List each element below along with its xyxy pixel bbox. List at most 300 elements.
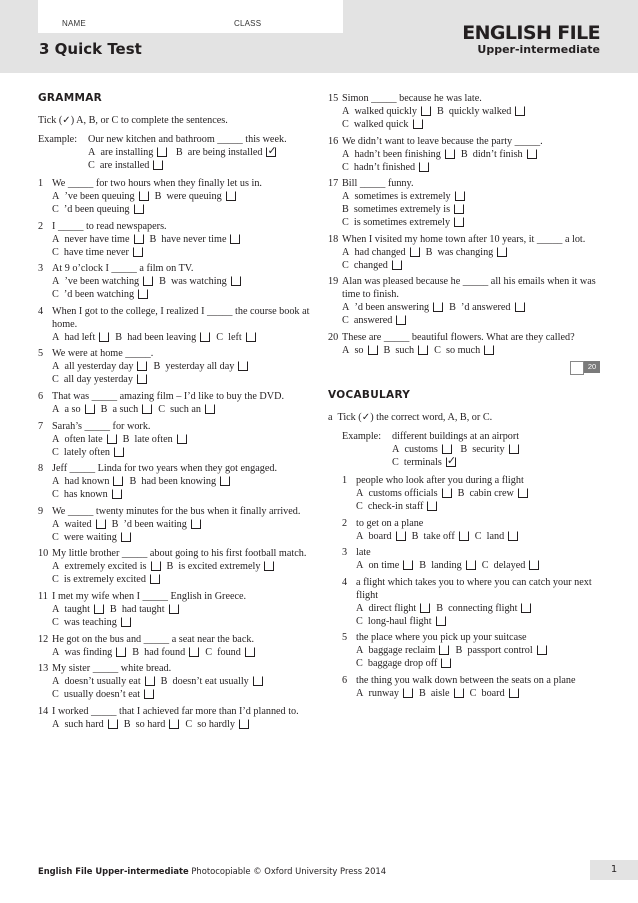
answer-option[interactable] <box>426 246 508 259</box>
answer-checkbox[interactable] <box>177 434 187 444</box>
answer-option[interactable] <box>167 560 275 573</box>
answer-checkbox[interactable] <box>413 119 423 129</box>
option-text: connecting flight <box>448 602 518 614</box>
answer-option[interactable] <box>342 161 429 174</box>
answer-option[interactable] <box>419 559 475 572</box>
answer-checkbox[interactable] <box>153 160 163 170</box>
option-letter: A <box>356 602 364 614</box>
answer-checkbox[interactable] <box>169 604 179 614</box>
answer-checkbox[interactable] <box>205 404 215 414</box>
option-letter: A <box>342 148 350 160</box>
answer-checkbox[interactable] <box>403 560 413 570</box>
option-letter: C <box>469 687 477 699</box>
answer-option[interactable] <box>52 433 117 446</box>
answer-option[interactable] <box>455 644 546 657</box>
option-letter: B <box>411 530 419 542</box>
answer-option[interactable] <box>342 259 402 272</box>
answer-checkbox[interactable] <box>145 676 155 686</box>
answer-option[interactable] <box>356 500 437 513</box>
option-letter: A <box>356 687 364 699</box>
option-letter: A <box>52 403 60 415</box>
question-number: 13 <box>38 663 49 675</box>
answer-option[interactable] <box>52 560 161 573</box>
answer-checkbox[interactable] <box>421 106 431 116</box>
option-letter: B <box>419 560 427 572</box>
answer-option[interactable] <box>52 373 147 386</box>
answer-checkbox[interactable] <box>226 191 236 201</box>
option-text: had taught <box>121 603 165 615</box>
answer-checkbox[interactable] <box>113 476 123 486</box>
answer-option[interactable] <box>356 687 413 700</box>
answer-option[interactable] <box>342 148 455 161</box>
question-text: I met my wife when I _____ English in Greece. <box>52 590 247 602</box>
answer-option[interactable] <box>52 446 124 459</box>
answer-option[interactable] <box>356 487 452 500</box>
question-item <box>38 462 310 501</box>
answer-option[interactable] <box>461 148 537 161</box>
answer-checkbox[interactable] <box>143 276 153 286</box>
option-letter: A <box>52 433 60 445</box>
example-options-line-2 <box>88 159 310 172</box>
answer-option[interactable] <box>101 403 153 416</box>
question-number: 4 <box>342 576 348 588</box>
question-text: Bill _____ funny. <box>342 178 414 190</box>
answer-option[interactable] <box>342 344 378 357</box>
answer-option[interactable] <box>52 646 126 659</box>
options-line <box>342 301 600 314</box>
answer-option[interactable] <box>482 559 540 572</box>
option-letter: B <box>419 687 426 699</box>
brand <box>462 23 600 57</box>
question-text: We _____ twenty minutes for the bus when it finally arrived. <box>52 505 301 517</box>
answer-checkbox[interactable] <box>230 234 240 244</box>
option-letter: B <box>166 561 174 573</box>
option-text: have time never <box>63 246 129 258</box>
answer-option[interactable] <box>419 687 464 700</box>
answer-checkbox[interactable] <box>508 531 518 541</box>
options-line <box>342 216 600 229</box>
answer-option[interactable] <box>155 190 236 203</box>
answer-checkbox[interactable] <box>169 719 179 729</box>
answer-checkbox[interactable] <box>94 604 104 614</box>
option-text: all day yesterday <box>63 374 133 386</box>
answer-option[interactable] <box>342 314 406 327</box>
answer-checkbox[interactable] <box>96 519 106 529</box>
option-text: such <box>395 344 415 356</box>
answer-option[interactable] <box>216 331 255 344</box>
vocabulary-instruction <box>328 411 600 424</box>
option-letter: C <box>434 344 441 356</box>
answer-checkbox[interactable] <box>454 204 464 214</box>
question-number: 6 <box>342 674 348 686</box>
answer-option[interactable] <box>52 675 155 688</box>
answer-checkbox[interactable] <box>484 345 494 355</box>
answer-checkbox[interactable] <box>99 332 109 342</box>
option-letter: C <box>52 446 59 458</box>
option-text: doesn’t eat usually <box>172 676 249 688</box>
grammar-score <box>328 361 600 375</box>
answer-option[interactable] <box>161 675 263 688</box>
answer-option[interactable] <box>52 246 143 259</box>
answer-checkbox[interactable] <box>455 191 465 201</box>
answer-option[interactable] <box>342 246 420 259</box>
question-text: When I visited my home town after 10 years, it _____ a lot. <box>342 233 586 245</box>
option-letter: B <box>159 276 166 288</box>
option-text: direct flight <box>368 602 417 614</box>
option-text: a such <box>112 403 139 415</box>
option-letter: C <box>52 374 59 386</box>
options-line <box>356 615 600 628</box>
answer-checkbox[interactable] <box>454 217 464 227</box>
answer-checkbox[interactable] <box>108 719 118 729</box>
answer-option[interactable] <box>205 646 255 659</box>
answer-checkbox[interactable] <box>151 561 161 571</box>
answer-checkbox[interactable] <box>497 247 507 257</box>
answer-checkbox[interactable] <box>134 204 144 214</box>
answer-checkbox-checked[interactable] <box>266 147 276 157</box>
answer-checkbox[interactable] <box>509 688 519 698</box>
answer-option[interactable] <box>356 615 446 628</box>
answer-option[interactable] <box>129 475 230 488</box>
options-line <box>52 246 310 259</box>
name-class-box[interactable] <box>38 0 343 33</box>
answer-option[interactable] <box>342 216 464 229</box>
answer-checkbox[interactable] <box>433 302 443 312</box>
options-line <box>356 644 600 657</box>
answer-option[interactable] <box>52 203 144 216</box>
option-text: had left <box>64 331 96 343</box>
option-text: had found <box>144 646 186 658</box>
answer-checkbox[interactable] <box>515 302 525 312</box>
answer-option[interactable] <box>52 573 160 586</box>
answer-checkbox[interactable] <box>220 476 230 486</box>
answer-checkbox[interactable] <box>114 447 124 457</box>
question-text: These are _____ beautiful flowers. What are they called? <box>342 331 575 343</box>
options-line <box>52 446 310 459</box>
answer-checkbox[interactable] <box>246 332 256 342</box>
question-item <box>342 674 600 700</box>
answer-option[interactable] <box>110 603 179 616</box>
answer-checkbox[interactable] <box>191 519 201 529</box>
answer-checkbox[interactable] <box>142 404 152 414</box>
question-text: We were at home _____. <box>52 348 154 360</box>
answer-option[interactable] <box>437 105 525 118</box>
answer-checkbox[interactable] <box>121 617 131 627</box>
option-text: passport control <box>467 645 533 657</box>
answer-option[interactable] <box>185 718 249 731</box>
options-line <box>342 259 600 272</box>
question-number: 17 <box>328 178 339 190</box>
options-line <box>342 190 600 203</box>
answer-option[interactable] <box>356 530 406 543</box>
option-letter: B <box>449 302 456 314</box>
option-letter: C <box>158 403 166 415</box>
answer-option[interactable] <box>132 646 199 659</box>
question-item <box>38 420 310 459</box>
option-text: ’d been waiting <box>123 518 187 530</box>
answer-option[interactable] <box>52 233 144 246</box>
answer-checkbox[interactable] <box>436 616 446 626</box>
question-item <box>328 331 600 357</box>
answer-option[interactable] <box>436 602 531 615</box>
option-text: had been leaving <box>127 331 197 343</box>
question-text: Jeff _____ Linda for two years when they got engaged. <box>52 463 278 475</box>
option-letter: C <box>52 689 59 701</box>
grammar-questions-15-20 <box>328 92 600 357</box>
option-text: on time <box>368 560 400 572</box>
answer-option[interactable] <box>470 687 519 700</box>
answer-option[interactable] <box>342 105 431 118</box>
question-item <box>38 390 310 416</box>
answer-option[interactable] <box>52 403 95 416</box>
option-letter: A <box>52 276 60 288</box>
answer-option[interactable] <box>458 487 528 500</box>
answer-checkbox[interactable] <box>144 689 154 699</box>
option-letter: B <box>115 331 123 343</box>
answer-option[interactable] <box>52 190 149 203</box>
option-text: hadn’t been finishing <box>354 148 441 160</box>
answer-option[interactable] <box>153 360 248 373</box>
answer-checkbox[interactable] <box>521 603 531 613</box>
answer-checkbox[interactable] <box>392 260 402 270</box>
answer-option[interactable] <box>449 301 524 314</box>
option-letter: B <box>123 718 131 730</box>
answer-checkbox[interactable] <box>150 574 160 584</box>
answer-option[interactable] <box>342 190 465 203</box>
answer-checkbox[interactable] <box>418 345 428 355</box>
option-text: taught <box>64 603 90 615</box>
vocabulary-example <box>328 430 600 469</box>
answer-option[interactable] <box>115 331 210 344</box>
answer-option[interactable] <box>52 275 153 288</box>
answer-checkbox[interactable] <box>427 501 437 511</box>
answer-checkbox[interactable] <box>466 560 476 570</box>
answer-option[interactable] <box>52 616 131 629</box>
answer-checkbox[interactable] <box>368 345 378 355</box>
option-letter: C <box>216 331 224 343</box>
option-text: is extremely excited <box>63 574 146 586</box>
option-text: waited <box>64 518 92 530</box>
options-line <box>52 331 310 344</box>
answer-option[interactable] <box>356 559 413 572</box>
option-text: left <box>228 331 242 343</box>
answer-option[interactable] <box>412 530 469 543</box>
answer-checkbox-checked[interactable] <box>446 457 456 467</box>
question-text: When I got to the college, I realized I _____ the course book at home. <box>52 305 310 330</box>
answer-option[interactable] <box>52 475 123 488</box>
option-letter: C <box>52 246 59 258</box>
brand-level: Upper-intermediate <box>477 43 600 56</box>
answer-checkbox[interactable] <box>515 106 525 116</box>
answer-option[interactable] <box>52 288 148 301</box>
answer-checkbox[interactable] <box>454 688 464 698</box>
option-text: ’ve been watching <box>64 276 140 288</box>
question-text: to get on a plane <box>356 517 424 529</box>
answer-option[interactable] <box>52 688 154 701</box>
answer-option[interactable] <box>52 603 104 616</box>
answer-option[interactable] <box>52 718 118 731</box>
answer-checkbox[interactable] <box>116 647 126 657</box>
answer-checkbox[interactable] <box>518 488 528 498</box>
answer-checkbox[interactable] <box>133 247 143 257</box>
answer-option[interactable] <box>434 344 494 357</box>
option-text: ’d answered <box>461 302 511 314</box>
question-number: 3 <box>38 263 44 275</box>
options-line <box>52 233 310 246</box>
option-text: so hard <box>135 718 166 730</box>
example-options-line-1 <box>88 146 310 159</box>
grammar-questions-1-14 <box>38 177 310 731</box>
instruction-text: Tick (✓) the correct word, A, B, or C. <box>337 411 493 423</box>
answer-checkbox[interactable] <box>231 276 241 286</box>
answer-option[interactable] <box>356 657 451 670</box>
answer-checkbox[interactable] <box>137 361 147 371</box>
answer-checkbox[interactable] <box>420 603 430 613</box>
option-text: all yesterday day <box>64 361 134 373</box>
options-line <box>342 118 600 131</box>
name-label: NAME <box>62 19 86 28</box>
answer-checkbox[interactable] <box>537 645 547 655</box>
option-text: are installed <box>99 160 150 171</box>
answer-checkbox[interactable] <box>410 247 420 257</box>
options-line <box>356 530 600 543</box>
option-text: found <box>217 646 241 658</box>
answer-option[interactable] <box>150 233 241 246</box>
option-letter: A <box>356 645 364 657</box>
answer-checkbox[interactable] <box>403 688 413 698</box>
option-text: delayed <box>493 560 526 572</box>
score-input-box[interactable] <box>570 361 584 375</box>
option-text: ’d been queuing <box>63 204 130 215</box>
answer-checkbox[interactable] <box>112 489 122 499</box>
answer-checkbox[interactable] <box>527 149 537 159</box>
footer-book: English File Upper-intermediate <box>38 866 189 876</box>
answer-checkbox[interactable] <box>442 488 452 498</box>
question-text: My little brother _____ about going to his first football match. <box>52 548 307 560</box>
answer-option[interactable] <box>384 344 429 357</box>
option-letter: A <box>52 646 60 658</box>
option-text: often late <box>64 433 103 445</box>
answer-checkbox[interactable] <box>134 234 144 244</box>
option-text: is sometimes extremely <box>353 217 451 229</box>
answer-option[interactable] <box>342 301 443 314</box>
options-line <box>52 573 310 586</box>
option-letter: A <box>356 560 364 572</box>
answer-checkbox[interactable] <box>85 404 95 414</box>
answer-checkbox[interactable] <box>459 531 469 541</box>
answer-option[interactable] <box>342 118 423 131</box>
answer-option[interactable] <box>356 644 449 657</box>
brand-title: ENGLISH FILE <box>462 22 600 44</box>
answer-checkbox[interactable] <box>529 560 539 570</box>
answer-option[interactable] <box>342 203 464 216</box>
answer-option[interactable] <box>112 518 201 531</box>
option-letter: A <box>392 443 400 455</box>
option-text: is excited extremely <box>178 561 261 573</box>
example-label: Example: <box>342 430 382 442</box>
option-text: so hardly <box>197 718 235 730</box>
question-number: 18 <box>328 233 339 245</box>
option-text: ’d been watching <box>63 289 135 301</box>
options-line <box>356 487 600 500</box>
question-text: I worked _____ that I achieved far more than I’d planned to. <box>52 705 299 717</box>
option-text: walked quick <box>353 119 409 130</box>
answer-checkbox[interactable] <box>445 149 455 159</box>
question-text: Sarah’s _____ for work. <box>52 420 151 432</box>
options-line <box>342 203 600 216</box>
answer-checkbox[interactable] <box>441 658 451 668</box>
answer-option[interactable] <box>52 360 147 373</box>
answer-checkbox[interactable] <box>157 147 167 157</box>
answer-checkbox[interactable] <box>396 531 406 541</box>
question-text: He got on the bus and _____ a seat near the back. <box>52 633 254 645</box>
option-letter: A <box>52 233 60 245</box>
answer-checkbox[interactable] <box>121 532 131 542</box>
options-line <box>356 500 600 513</box>
answer-checkbox[interactable] <box>264 561 274 571</box>
answer-checkbox[interactable] <box>139 191 149 201</box>
answer-checkbox[interactable] <box>138 289 148 299</box>
option-letter: C <box>52 616 59 628</box>
option-text: board <box>481 687 505 699</box>
question-text: I _____ to read newspapers. <box>52 220 167 232</box>
answer-checkbox[interactable] <box>245 647 255 657</box>
answer-option[interactable] <box>158 403 215 416</box>
answer-checkbox[interactable] <box>396 315 406 325</box>
option-letter: B <box>100 403 108 415</box>
answer-checkbox[interactable] <box>239 719 249 729</box>
option-letter: C <box>52 489 59 501</box>
answer-checkbox[interactable] <box>253 676 263 686</box>
answer-checkbox[interactable] <box>107 434 117 444</box>
question-number: 20 <box>328 331 339 343</box>
left-column <box>38 92 310 734</box>
answer-option[interactable] <box>124 718 180 731</box>
answer-checkbox[interactable] <box>439 645 449 655</box>
answer-checkbox[interactable] <box>189 647 199 657</box>
options-line <box>342 344 600 357</box>
answer-option[interactable] <box>159 275 241 288</box>
question-item <box>38 633 310 659</box>
answer-checkbox[interactable] <box>238 361 248 371</box>
answer-option[interactable] <box>52 488 122 501</box>
answer-option[interactable] <box>356 602 430 615</box>
answer-option[interactable] <box>52 531 131 544</box>
options-line <box>52 718 310 731</box>
answer-checkbox[interactable] <box>442 444 452 454</box>
option-text: usually doesn’t eat <box>63 689 141 701</box>
option-letter: C <box>356 500 363 512</box>
grammar-example <box>38 133 310 172</box>
answer-checkbox[interactable] <box>419 162 429 172</box>
question-item <box>38 547 310 586</box>
option-letter: A <box>52 676 60 688</box>
answer-option[interactable] <box>52 518 106 531</box>
answer-checkbox[interactable] <box>509 444 519 454</box>
option-text: sometimes extremely is <box>353 204 451 216</box>
option-letter: A <box>342 246 350 258</box>
options-line <box>356 602 600 615</box>
answer-checkbox[interactable] <box>137 374 147 384</box>
options-line <box>52 518 310 531</box>
question-item <box>342 517 600 543</box>
answer-option[interactable] <box>52 331 109 344</box>
answer-checkbox[interactable] <box>200 332 210 342</box>
answer-option[interactable] <box>123 433 187 446</box>
option-text: didn’t finish <box>472 148 523 160</box>
answer-option[interactable] <box>475 530 518 543</box>
option-letter: B <box>111 518 119 530</box>
